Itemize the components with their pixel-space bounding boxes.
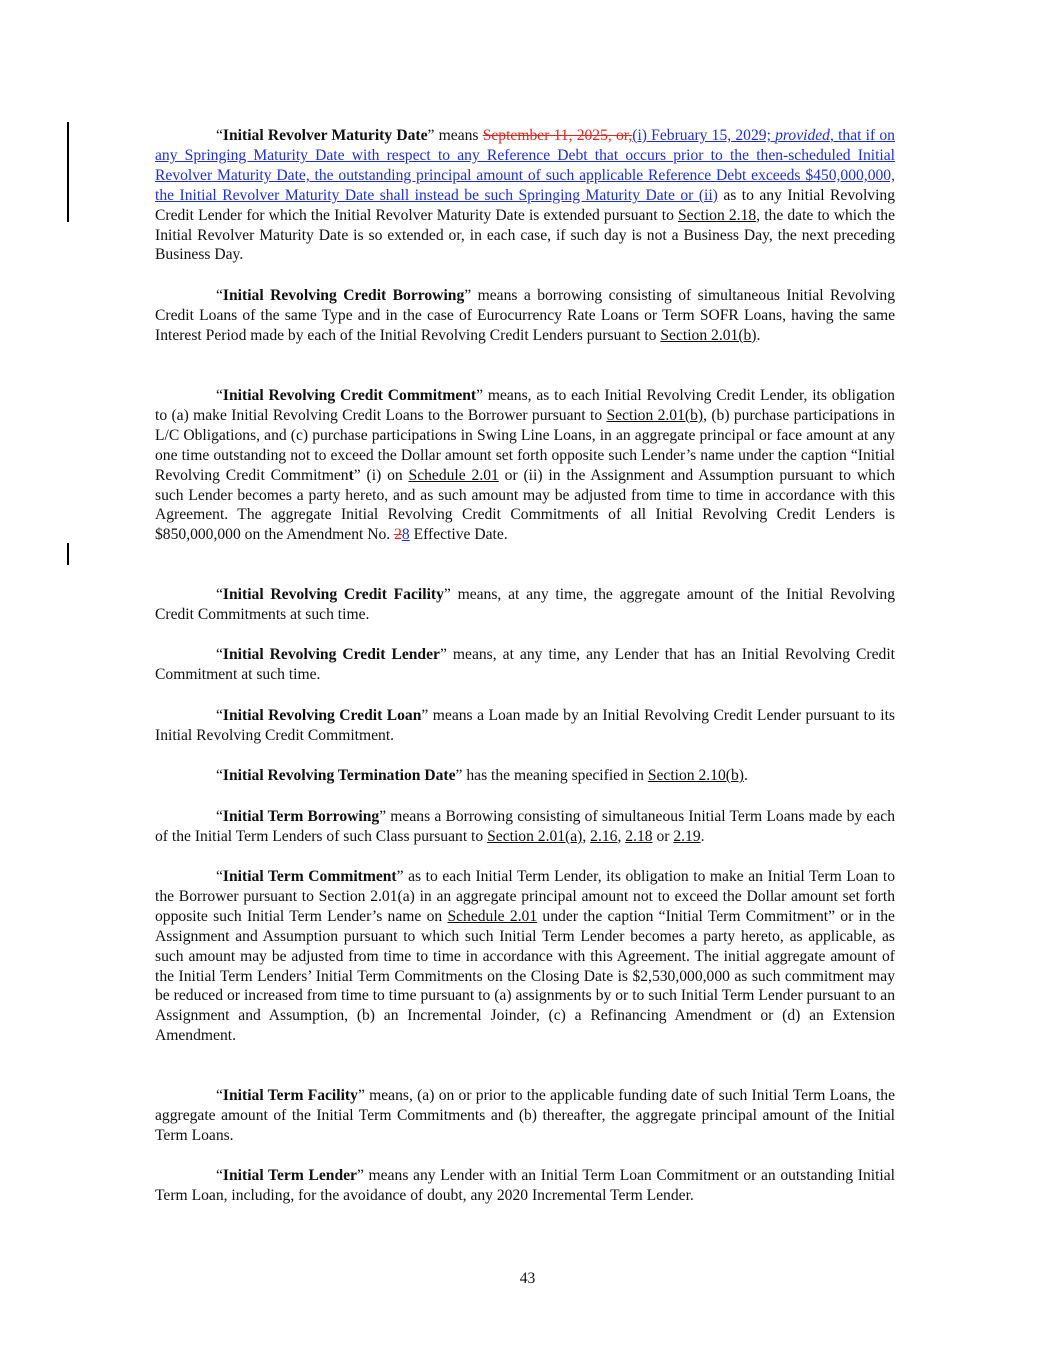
- deleted-text: September 11, 2025, or,: [482, 127, 633, 144]
- defined-term: Initial Term Borrowing: [222, 808, 380, 825]
- defined-term: Initial Revolving Termination Date: [222, 767, 456, 784]
- defined-term: Initial Revolver Maturity Date: [222, 127, 428, 144]
- change-bar: [67, 122, 69, 222]
- definition-initial-revolving-termination-date: “Initial Revolving Termination Date” has the meaning specified in Section 2.10(b).: [216, 767, 748, 784]
- definition-initial-revolving-credit-borrowing: “Initial Revolving Credit Borrowing” means a borrowing consisting of simultaneous Initial Revolving Credit Loans of the same Type and in the case of Eurocurrency Rate Loans or Term SOFR Loans, having the same Interest Period made by each of the Initial Revolving Credit Lenders pursuant to Section 2.01(b).: [155, 287, 895, 344]
- definition-initial-revolving-credit-commitment: “Initial Revolving Credit Commitment” means, as to each Initial Revolving Credit Lender, its obligation to (a) make Initial Revolving Credit Loans to the Borrower pursuant to Section 2.01(b), (b) purchase participations in L/C Obligations, and (c) purchase participations in Swing Line Loans, in an aggregate principal or face amount at any one time outstanding not to exceed the Dollar amount set forth opposite such Lender’s name under the caption “Initial Revolving Credit Commitment” (i) on Schedule 2.01 or (ii) in the Assignment and Assumption pursuant to which such Lender becomes a party hereto, and as such amount may be adjusted from time to time in accordance with this Agreement. The aggregate Initial Revolving Credit Commitments of all Initial Revolving Credit Lenders is $850,000,000 on the Amendment No. 28 Effective Date.: [155, 387, 895, 544]
- defined-term: Initial Revolving Credit Facility: [222, 586, 444, 603]
- inserted-text: (i) February 15, 2029; provided, that if on any Springing Maturity Date with respect to any Reference Debt that occurs prior to the then-scheduled Initial Revolver Maturity Date, the outstanding principal amount of such applicable Reference Debt exceeds $450,000,000, the Initial Revolver Maturity Date shall instead be such Springing Maturity Date or (ii): [155, 127, 895, 204]
- section-reference: 2.19: [673, 827, 701, 845]
- inserted-text: 8: [401, 526, 410, 544]
- definition-initial-term-facility: “Initial Term Facility” means, (a) on or prior to the applicable funding date of such Initial Term Loans, the aggregate amount of the Initial Term Commitments and (b) thereafter, the aggregate principal amount of the Initial Term Loans.: [155, 1087, 895, 1144]
- definition-initial-revolver-maturity-date: “Initial Revolver Maturity Date” means September 11, 2025, or,(i) February 15, 2029; provided, that if on any Springing Maturity Date with respect to any Reference Debt that occurs prior to the then-scheduled Initial Revolver Maturity Date, the outstanding principal amount of such applicable Reference Debt exceeds $450,000,000, the Initial Revolver Maturity Date shall instead be such Springing Maturity Date or (ii) as to any Initial Revolving Credit Lender for which the Initial Revolver Maturity Date is extended pursuant to Section 2.18, the date to which the Initial Revolver Maturity Date is so extended or, in each case, if such day is not a Business Day, the next preceding Business Day.: [155, 127, 895, 264]
- defined-term: Initial Term Lender: [222, 1167, 357, 1184]
- definition-initial-term-lender: “Initial Term Lender” means any Lender with an Initial Term Loan Commitment or an outstanding Initial Term Loan, including, for the avoidance of doubt, any 2020 Incremental Term Lender.: [155, 1167, 895, 1204]
- defined-term: Initial Revolving Credit Lender: [222, 646, 440, 663]
- schedule-reference: Schedule 2.01: [408, 466, 499, 484]
- defined-term: Initial Revolving Credit Commitment: [222, 387, 477, 404]
- defined-term: Initial Revolving Credit Borrowing: [222, 287, 465, 304]
- section-reference: 2.16: [590, 827, 618, 845]
- definition-initial-revolving-credit-lender: “Initial Revolving Credit Lender” means, at any time, any Lender that has an Initial Revolving Credit Commitment at such time.: [155, 646, 895, 683]
- change-bar: [67, 543, 69, 565]
- section-reference: 2.18: [625, 827, 653, 845]
- definition-initial-term-commitment: “Initial Term Commitment” as to each Initial Term Lender, its obligation to make an Initial Term Loan to the Borrower pursuant to Section 2.01(a) in an aggregate principal amount not to exceed the Dollar amount set forth opposite such Initial Term Lender’s name on Schedule 2.01 under the caption “Initial Term Commitment” or in the Assignment and Assumption pursuant to which such Initial Term Lender becomes a party hereto, as applicable, as such amount may be adjusted from time to time in accordance with this Agreement. The initial aggregate amount of the Initial Term Lenders’ Initial Term Commitments on the Closing Date is $2,530,000,000 as such commitment may be reduced or increased from time to time pursuant to (a) assignments by or to such Initial Term Lender pursuant to an Assignment and Assumption, (b) an Incremental Joinder, (c) a Refinancing Amendment or (d) an Extension Amendment.: [155, 868, 895, 1045]
- defined-term: Initial Term Commitment: [222, 868, 397, 885]
- definition-initial-revolving-credit-loan: “Initial Revolving Credit Loan” means a Loan made by an Initial Revolving Credit Lender pursuant to its Initial Revolving Credit Commitment.: [155, 707, 895, 744]
- defined-term: Initial Revolving Credit Loan: [222, 707, 422, 724]
- section-reference: Section 2.01(a): [487, 827, 583, 845]
- page-number: 43: [519, 1270, 536, 1287]
- defined-term: Initial Term Facility: [222, 1087, 358, 1104]
- section-reference: Section 2.01(b): [660, 326, 757, 344]
- section-reference: Section 2.01(b): [606, 406, 704, 424]
- section-reference: Section 2.10(b): [647, 767, 744, 784]
- definition-initial-term-borrowing: “Initial Term Borrowing” means a Borrowing consisting of simultaneous Initial Term Loans made by each of the Initial Term Lenders of such Class pursuant to Section 2.01(a), 2.16, 2.18 or 2.19.: [155, 808, 895, 845]
- section-reference: Section 2.18: [677, 206, 757, 224]
- definition-initial-revolving-credit-facility: “Initial Revolving Credit Facility” means, at any time, the aggregate amount of the Initial Revolving Credit Commitments at such time.: [155, 586, 895, 623]
- schedule-reference: Schedule 2.01: [447, 907, 538, 925]
- deleted-text: 2: [394, 526, 402, 544]
